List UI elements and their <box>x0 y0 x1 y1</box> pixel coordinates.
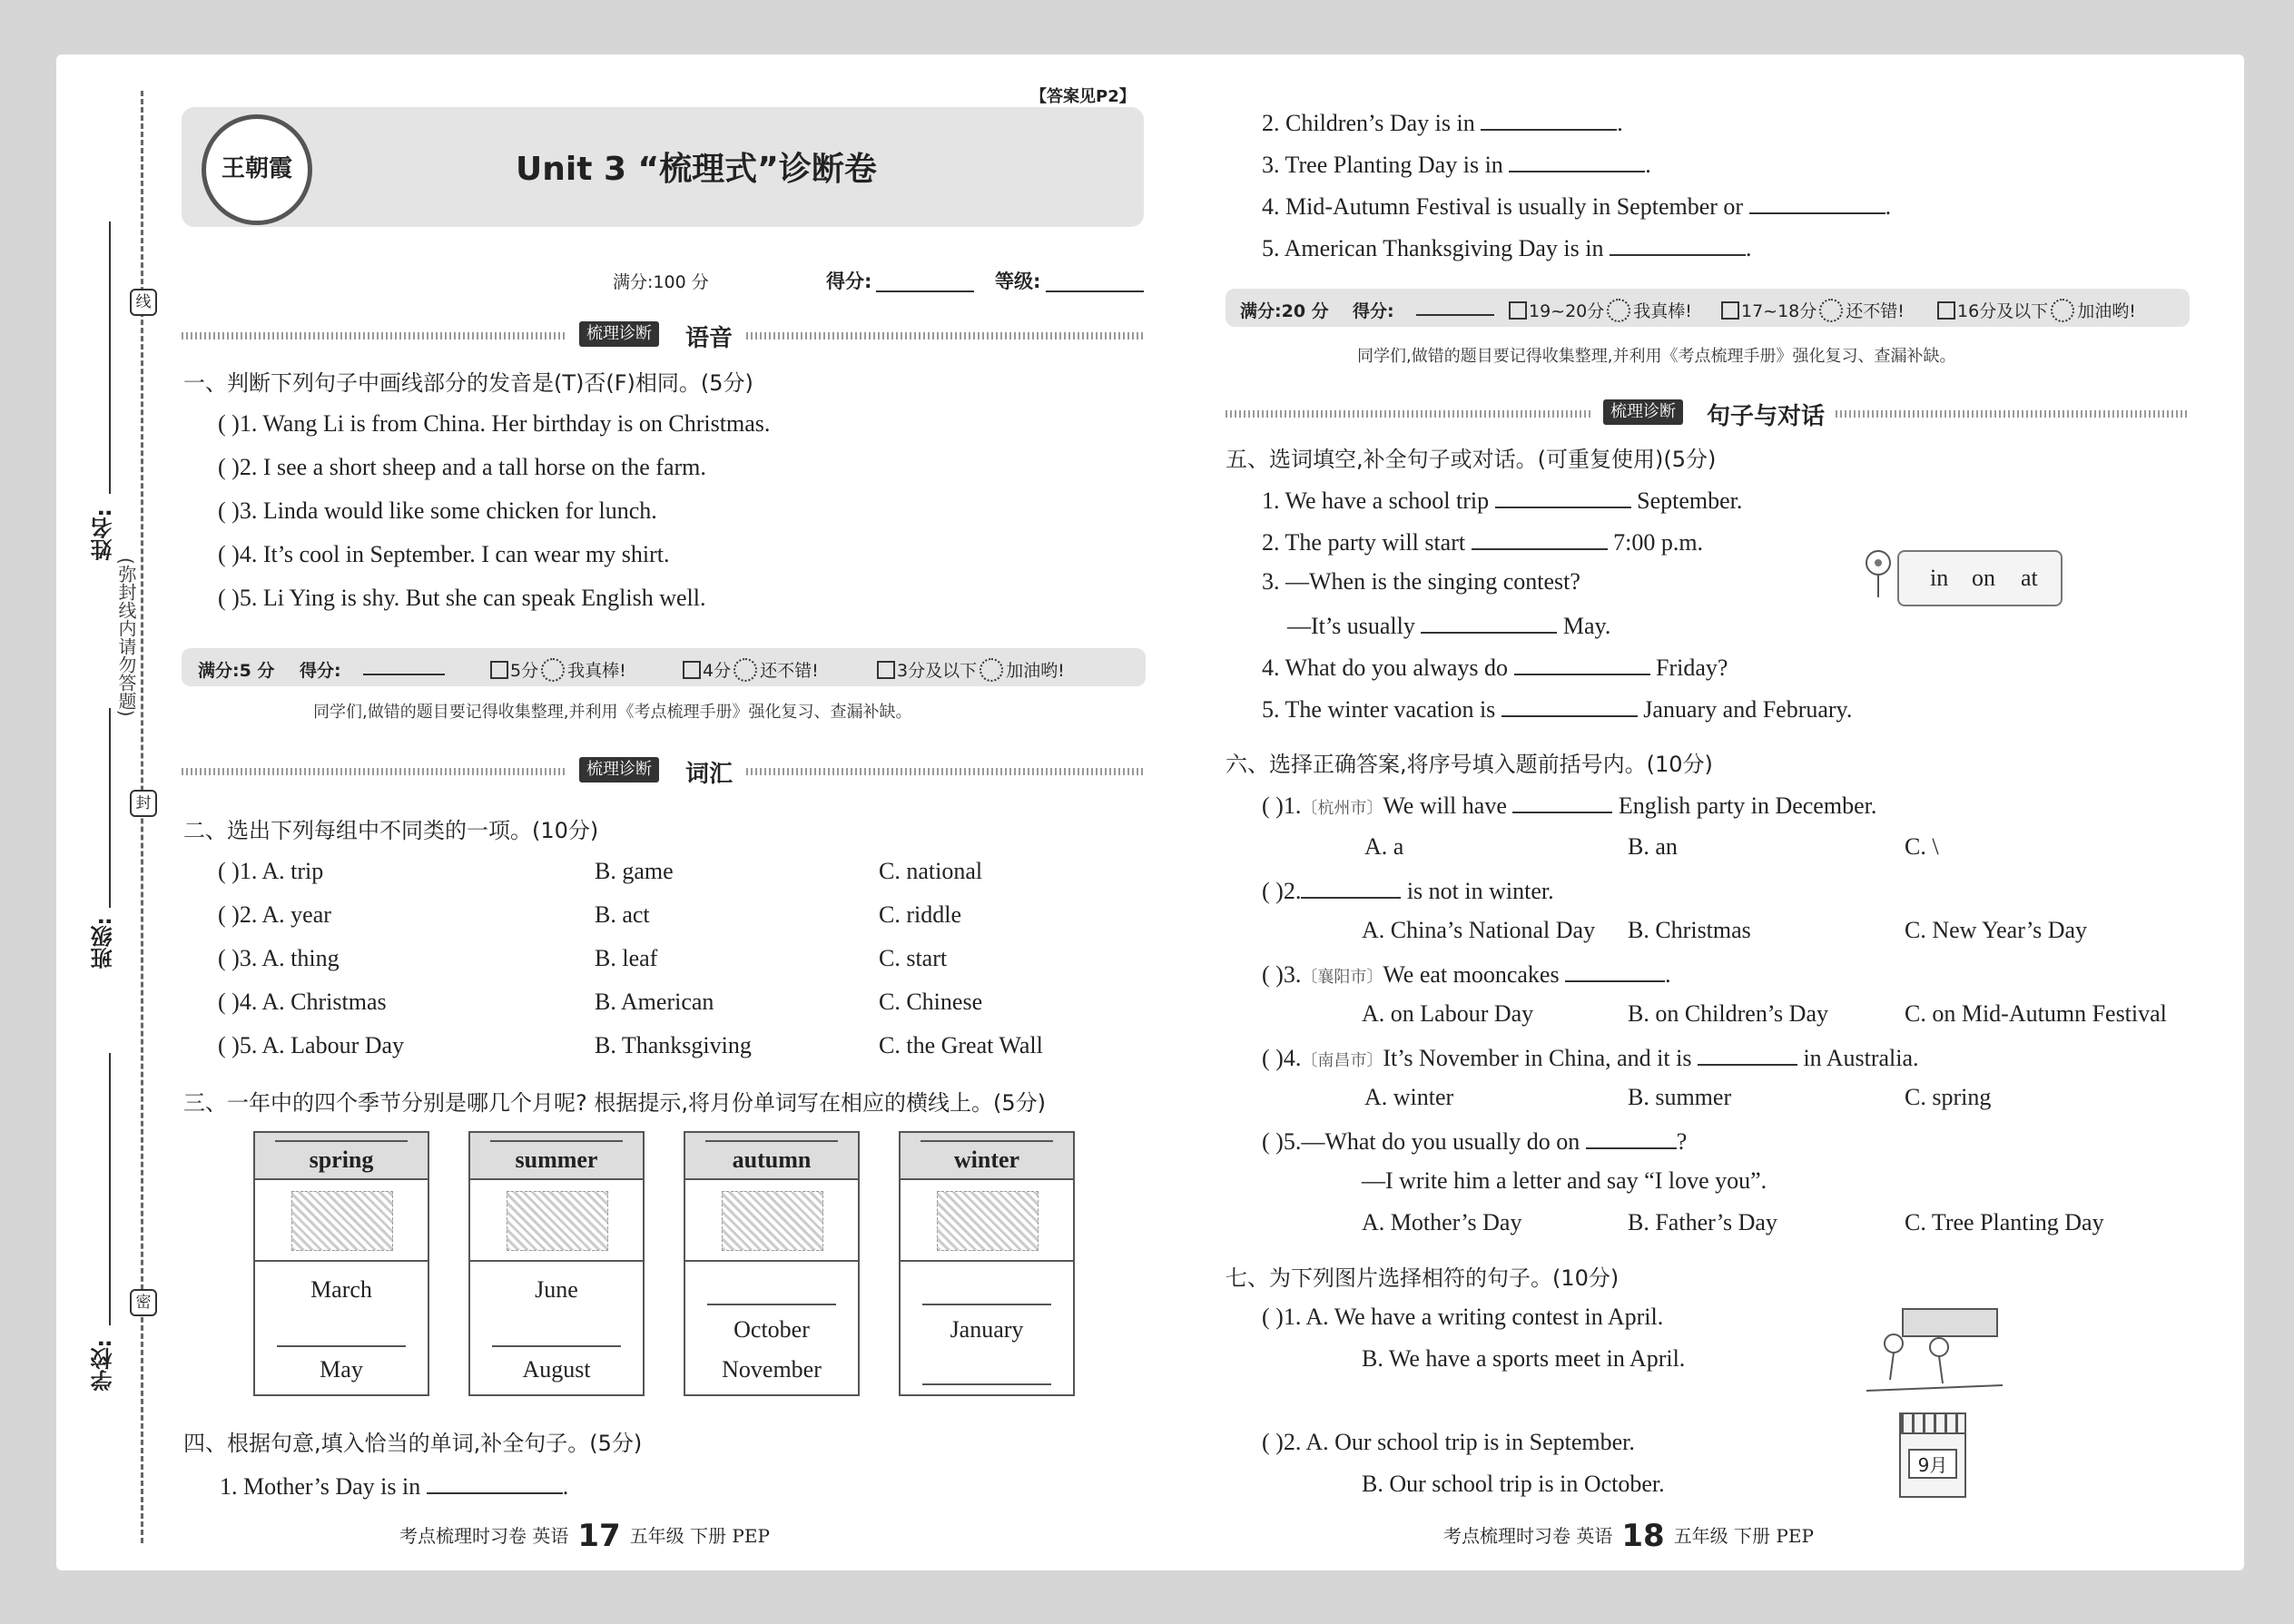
sentence-item: 3. —When is the singing contest? <box>1262 568 1580 595</box>
choice-option: A. on Labour Day <box>1362 1000 1534 1027</box>
sentence-item: 2. The party will start 7:00 p.m. <box>1262 527 1703 556</box>
question-heading: 三、一年中的四个季节分别是哪几个月呢? 根据提示,将月份单词写在相应的横线上。(5分) <box>183 1090 1046 1116</box>
choice-q5-line2: —I write him a letter and say “I love you”. <box>1362 1167 1767 1194</box>
choice-option: A. China’s National Day <box>1362 917 1596 943</box>
picture-item-b: B. Our school trip is in October. <box>1362 1471 1665 1497</box>
season-card-spring: spring March May <box>253 1131 429 1396</box>
choice-option: C. on Mid-Autumn Festival <box>1905 1000 2167 1027</box>
vocab-option-c: C. national <box>879 858 983 884</box>
phonics-item: ( )3. Linda would like some chicken for lunch. <box>218 497 657 524</box>
page-footer-left: 考点梳理时习卷 英语 17 五年级 下册 PEP <box>399 1518 770 1554</box>
picture-item: ( )2. A. Our school trip is in September. <box>1262 1429 1635 1455</box>
page-title: Unit 3 “梳理式”诊断卷 <box>516 151 877 188</box>
page-footer-right: 考点梳理时习卷 英语 18 五年级 下册 PEP <box>1443 1518 1814 1554</box>
choice-option: A. Mother’s Day <box>1362 1209 1522 1235</box>
logo-text: 王朝霞 <box>221 155 292 182</box>
review-note: 同学们,做错的题目要记得收集整理,并利用《考点梳理手册》强化复习、查漏补缺。 <box>313 703 912 722</box>
score-field[interactable] <box>876 271 974 292</box>
grade-field[interactable] <box>1046 271 1144 292</box>
score-label: 得分: <box>826 271 872 292</box>
vocab-option-c: C. riddle <box>879 901 961 928</box>
name-field[interactable] <box>109 221 111 494</box>
season-card-autumn: autumn October November <box>684 1131 860 1396</box>
choice-option: C. spring <box>1905 1084 1992 1110</box>
grade-label: 等级: <box>995 271 1041 292</box>
class-field[interactable] <box>109 708 111 908</box>
sentence-item: 1. We have a school trip September. <box>1262 485 1742 515</box>
section-divider-vocab: 梳理诊断 词汇 <box>182 757 1146 786</box>
picture-item: ( )1. A. We have a writing contest in April. <box>1262 1304 1664 1330</box>
flower-icon <box>1861 548 1895 599</box>
section-tag: 梳理诊断 <box>579 321 659 347</box>
autumn-image <box>685 1180 858 1262</box>
vocab-option-a: ( )2. A. year <box>218 901 331 928</box>
fill-item: 4. Mid-Autumn Festival is usually in September or . <box>1262 191 1891 221</box>
vocab-option-b: B. American <box>595 989 714 1015</box>
section-divider-sentences: 梳理诊断 句子与对话 <box>1226 399 2190 428</box>
section-divider-phonics <box>182 321 1146 350</box>
class-label: 班级: <box>91 917 116 969</box>
fill-item: 5. American Thanksgiving Day is in . <box>1262 232 1751 262</box>
choice-option: A. a <box>1364 833 1404 860</box>
score-bar: 满分:5 分 得分: 5分 我真棒! 4分 还不错! 3分及以下 加油哟! <box>182 648 1146 686</box>
fill-item: 3. Tree Planting Day is in . <box>1262 149 1651 179</box>
publisher-logo <box>202 114 312 225</box>
choice-option: B. Father’s Day <box>1628 1209 1777 1235</box>
vocab-option-c: C. start <box>879 945 948 971</box>
vocab-option-b: B. Thanksgiving <box>595 1032 752 1058</box>
winter-image <box>901 1180 1073 1262</box>
seal-mi: 密 <box>130 1289 157 1316</box>
vocab-option-a: ( )1. A. trip <box>218 858 324 884</box>
question-heading: 六、选择正确答案,将序号填入题前括号内。(10分) <box>1226 752 1713 777</box>
choice-option: B. on Children’s Day <box>1628 1000 1828 1027</box>
choice-option: A. winter <box>1364 1084 1454 1110</box>
section-title: 语音 <box>685 325 733 352</box>
choice-q1: ( )1.〔杭州市〕We will have English party in December. <box>1262 790 1876 820</box>
question-heading: 五、选词填空,补全句子或对话。(可重复使用)(5分) <box>1226 447 1717 472</box>
phonics-item: ( )1. Wang Li is from China. Her birthday is on Christmas. <box>218 410 771 437</box>
month-blank[interactable] <box>492 1345 621 1347</box>
month-blank[interactable] <box>277 1345 406 1347</box>
choice-option: C. \ <box>1905 833 1939 860</box>
question-heading: 二、选出下列每组中不同类的一项。(10分) <box>183 818 599 843</box>
choice-q5: ( )5.—What do you usually do on ? <box>1262 1126 1687 1156</box>
seal-feng: 封 <box>130 790 157 817</box>
calendar-label: 9月 <box>1908 1449 1957 1479</box>
choice-q3: ( )3.〔襄阳市〕We eat mooncakes . <box>1262 959 1671 989</box>
choice-q4: ( )4.〔南昌市〕It’s November in China, and it is in Australia. <box>1262 1042 1919 1072</box>
seal-xian: 线 <box>130 289 157 316</box>
vocab-option-a: ( )3. A. thing <box>218 945 340 971</box>
sentence-item: —It’s usually May. <box>1287 610 1610 640</box>
choice-option: B. Christmas <box>1628 917 1751 943</box>
choice-q2: ( )2. is not in winter. <box>1262 875 1554 905</box>
month-blank[interactable] <box>707 1304 836 1305</box>
phonics-item: ( )2. I see a short sheep and a tall horse on the farm. <box>218 454 706 480</box>
sports-meet-illustration <box>1866 1307 2003 1398</box>
choice-option: C. New Year’s Day <box>1905 917 2088 943</box>
question-heading: 四、根据句意,填入恰当的单词,补全句子。(5分) <box>183 1431 643 1456</box>
vocab-option-b: B. game <box>595 858 674 884</box>
review-note: 同学们,做错的题目要记得收集整理,并利用《考点梳理手册》强化复习、查漏补缺。 <box>1357 347 1956 366</box>
calendar-icon <box>1899 1412 1966 1498</box>
sentence-item: 4. What do you always do Friday? <box>1262 652 1728 682</box>
seal-note: (弥封线内请勿答题) <box>115 557 137 717</box>
fill-item: 2. Children’s Day is in . <box>1262 107 1623 137</box>
choice-option: B. summer <box>1628 1084 1732 1110</box>
spring-image <box>255 1180 428 1262</box>
question-heading: 七、为下列图片选择相符的句子。(10分) <box>1226 1265 1620 1291</box>
sentence-item: 5. The winter vacation is January and February. <box>1262 694 1852 723</box>
answer-ref: 【答案见P2】 <box>1030 87 1136 106</box>
phonics-item: ( )4. It’s cool in September. I can wear my shirt. <box>218 541 670 567</box>
summer-image <box>470 1180 643 1262</box>
vocab-option-c: C. the Great Wall <box>879 1032 1043 1058</box>
picture-item-b: B. We have a sports meet in April. <box>1362 1345 1686 1372</box>
vocab-option-a: ( )5. A. Labour Day <box>218 1032 405 1058</box>
season-card-winter: winter January <box>899 1131 1075 1396</box>
word-bank: in on at <box>1897 550 2063 606</box>
school-label: 学校: <box>91 1339 116 1392</box>
phonics-item: ( )5. Li Ying is shy. But she can speak English well. <box>218 585 706 611</box>
score-bar: 满分:20 分 得分: 19~20分 我真棒! 17~18分 还不错! 16分及以下 加油哟! <box>1226 289 2190 327</box>
question-heading: 一、判断下列句子中画线部分的发音是(T)否(F)相同。(5分) <box>183 370 753 396</box>
school-field[interactable] <box>109 1053 111 1325</box>
fill-item: 1. Mother’s Day is in . <box>220 1471 568 1501</box>
month-blank[interactable] <box>922 1304 1051 1305</box>
choice-option: C. Tree Planting Day <box>1905 1209 2104 1235</box>
choice-option: B. an <box>1628 833 1678 860</box>
season-card-summer: summer June August <box>468 1131 645 1396</box>
vocab-option-c: C. Chinese <box>879 989 983 1015</box>
vocab-option-b: B. leaf <box>595 945 658 971</box>
vocab-option-a: ( )4. A. Christmas <box>218 989 387 1015</box>
month-blank[interactable] <box>922 1383 1051 1385</box>
full-score: 满分:100 分 <box>613 272 709 292</box>
vocab-option-b: B. act <box>595 901 650 928</box>
name-label: 姓名: <box>91 508 116 561</box>
